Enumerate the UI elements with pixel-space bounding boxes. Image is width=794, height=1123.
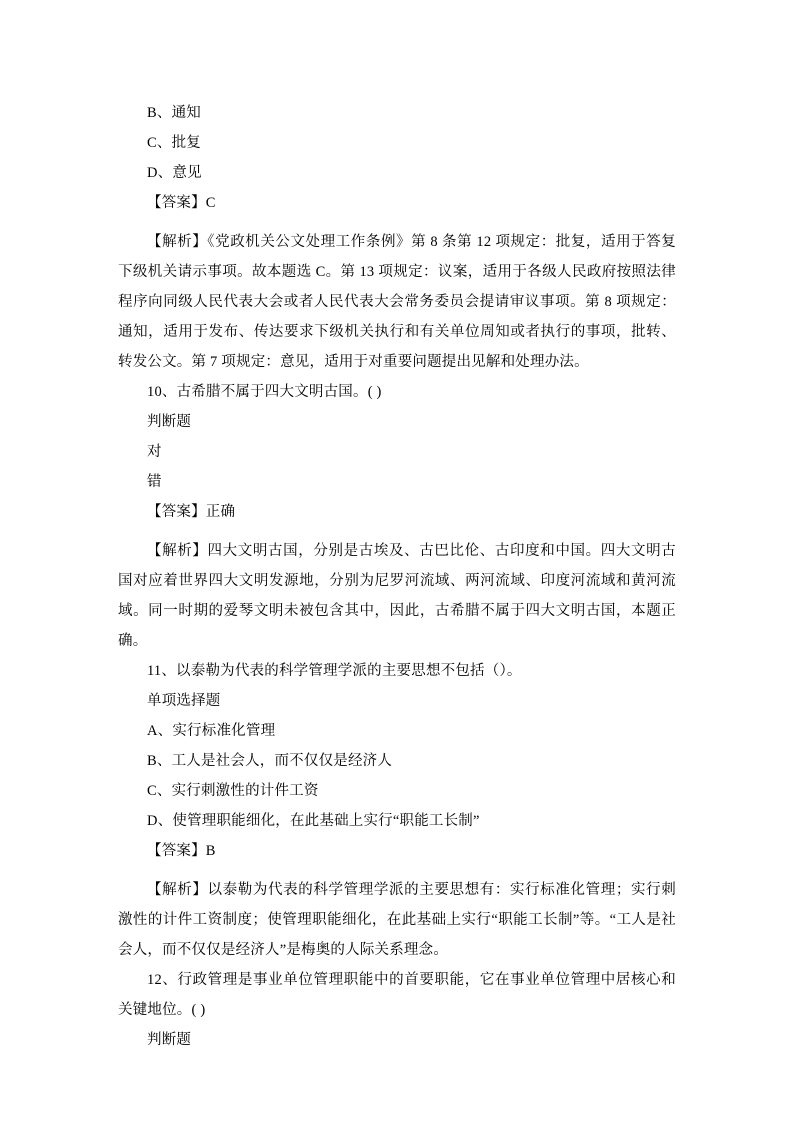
option-b-q9: B、通知 (147, 105, 201, 121)
option-c-q11: C、实行刺激性的计件工资 (147, 783, 319, 799)
option-c-q9: C、批复 (147, 135, 201, 151)
option-false-q10: 错 (147, 474, 162, 490)
question-type-q12: 判断题 (147, 1032, 192, 1048)
question-type-q11: 单项选择题 (147, 693, 221, 709)
answer-q10: 【答案】正确 (147, 504, 236, 520)
option-b-q11: B、工人是社会人，而不仅仅是经济人 (147, 753, 393, 769)
question-type-q10: 判断题 (147, 414, 192, 430)
answer-q9: 【答案】C (147, 195, 216, 211)
analysis-q11: 【解析】以泰勒为代表的科学管理学派的主要思想有：实行标准化管理；实行刺激性的计件工资制度；使管理职能细化，在此基础上实行“职能工长制”等。“工人是社会人，而不仅仅是经济人”是梅奥的人际关系理念。 (118, 882, 676, 958)
analysis-q9: 【解析】《党政机关公文处理工作条例》第 8 条第 12 项规定：批复，适用于答复下级机关请示事项。故本题选 C。第 13 项规定：议案，适用于各级人民政府按照法律程序向同级人民代表大会或者人民代表大会常务委员会提请审议事项。第 8 项规定：通知，适用于发布、传达要求下级机关执行和有关单位周知或者执行的事项，批转、转发公文。第 7 项规定：意见，适用于对重要问题提出见解和处理办法。 (118, 234, 676, 370)
question-title-q12: 12、行政管理是事业单位管理职能中的首要职能，它在事业单位管理中居核心和关键地位。( ) (118, 972, 676, 1018)
question-title-q11: 11、以泰勒为代表的科学管理学派的主要思想不包括（）。 (147, 663, 522, 679)
option-a-q11: A、实行标准化管理 (147, 723, 276, 739)
analysis-q10: 【解析】四大文明古国，分别是古埃及、古巴比伦、古印度和中国。四大文明古国对应着世界四大文明发源地，分别为尼罗河流域、两河流域、印度河流域和黄河流域。同一时期的爱琴文明未被包含其中，因此，古希腊不属于四大文明古国，本题正确。 (118, 543, 676, 649)
option-true-q10: 对 (147, 444, 162, 460)
answer-q11: 【答案】B (147, 843, 216, 859)
question-title-q10: 10、古希腊不属于四大文明古国。( ) (147, 384, 382, 400)
option-d-q11: D、使管理职能细化，在此基础上实行“职能工长制” (147, 813, 480, 829)
option-d-q9: D、意见 (147, 165, 202, 181)
